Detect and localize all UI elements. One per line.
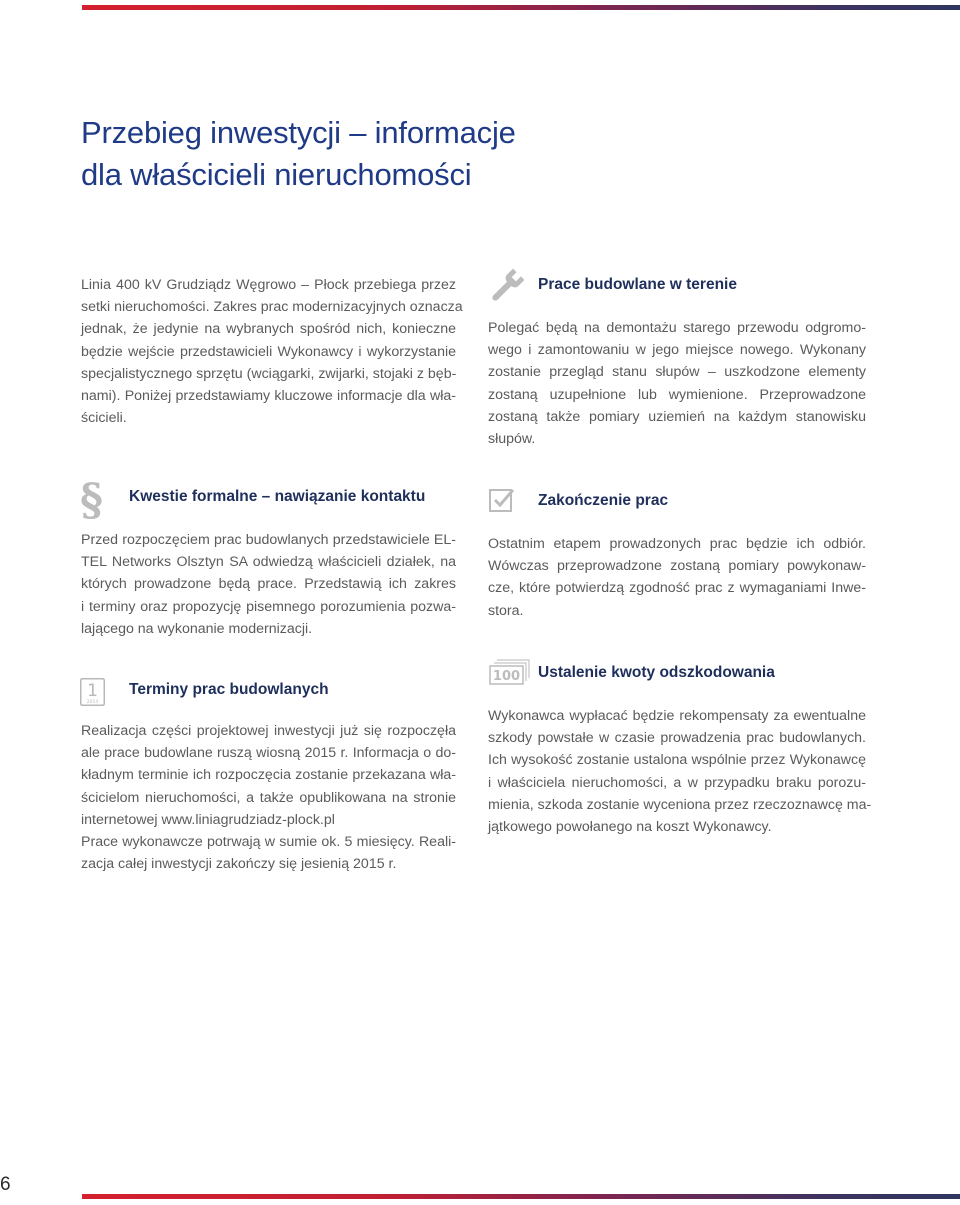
text-line: Polegać będą na demontażu starego przewodu odgromo- <box>488 320 866 336</box>
text-line: cze, które potwierdzą zgodność prac z wymaganiami Inwe- <box>488 580 866 597</box>
calendar-day: 1 <box>87 681 98 701</box>
text-line: kładnym terminie ich rozpoczęcia zostanie przekazana wła- <box>81 767 456 784</box>
intro-paragraph <box>81 274 463 429</box>
section-heading-odszkodowanie: Ustalenie kwoty odszkodowania <box>538 664 775 681</box>
text-line: ale prace budowlane ruszą wiosną 2015 r. Informacja o do- <box>81 745 456 762</box>
top-gradient-bar <box>82 5 960 10</box>
text-line: Prace wykonawcze potrwają w sumie ok. 5 miesięcy. Reali- <box>81 834 456 851</box>
text-line: Ostatnim etapem prowadzonych prac będzie ich odbiór. <box>488 536 866 552</box>
text-line: i właściciela nieruchomości, a w przypadku braku porozu- <box>488 774 866 791</box>
text-line: ścicielom nieruchomości, a także opublikowana na stronie <box>81 789 456 806</box>
section-heading-zakonczenie: Zakończenie prac <box>538 492 669 509</box>
page-number: 6 <box>0 1174 11 1195</box>
text-line: jątkowego powołanego na koszt Wykonawcy. <box>488 819 772 836</box>
bottom-gradient-bar <box>82 1194 960 1199</box>
text-line: jednak, że jedynie na wybranych spośród nich, konieczne <box>81 321 456 338</box>
text-line: i terminy oraz propozycję pisemnego porozumienia pozwa- <box>81 598 456 615</box>
svg-text:§: § <box>80 477 104 521</box>
paragraph-icon <box>80 477 104 521</box>
text-line: szkody powstałe w czasie prowadzenia prac budowlanych. <box>488 730 866 747</box>
checkbox-icon <box>489 487 515 513</box>
section-heading-prace: Prace budowlane w terenie <box>538 276 737 293</box>
text-line: Linia 400 kV Grudziądz Węgrowo – Płock przebiega przez <box>81 277 456 293</box>
text-line: zostaną uzupełnione lub wymienione. Przeprowadzone <box>488 386 866 403</box>
text-line: zostanie przegląd stanu słupów – uszkodzone elementy <box>488 364 866 381</box>
text-line: stora. <box>488 602 524 619</box>
text-line: mienia, szkoda zostanie wyceniona przez rzeczoznawcę ma- <box>488 796 872 813</box>
page-title <box>81 112 641 196</box>
kwestie-paragraph <box>81 529 456 640</box>
text-line: zostaną także pomiary uziemień na każdym stanowisku <box>488 408 866 425</box>
text-line: specjalistycznego sprzętu (wciągarki, zwijarki, stojaki z bęb- <box>81 365 457 382</box>
text-line: lającego na wykonanie modernizacji. <box>81 620 313 637</box>
page-title-line-1: Przebieg inwestycji – informacje <box>81 115 516 150</box>
prace-paragraph <box>488 317 866 450</box>
text-line: których prowadzone będą prace. Przedstawią ich zakres <box>81 576 456 593</box>
text-line: internetowej www.liniagrudziadz-plock.pl <box>81 811 335 828</box>
zakonczenie-paragraph <box>488 533 866 622</box>
calendar-year: 2014 <box>86 700 99 705</box>
text-line: setki nieruchomości. Zakres prac modernizacyjnych oznacza <box>81 299 463 316</box>
section-heading-terminy: Terminy prac budowlanych <box>129 681 329 698</box>
text-line: słupów. <box>488 431 536 448</box>
text-line: Ich wysokość zostanie ustalona wspólnie przez Wykonawcę <box>488 752 866 769</box>
text-line: wego i zamontowaniu w jego miejsce nowego. Wykonany <box>488 342 866 359</box>
wrench-icon <box>488 267 524 307</box>
text-line: Realizacja części projektowej inwestycji już się rozpoczęła <box>81 723 456 739</box>
odszkodowanie-paragraph <box>488 705 872 838</box>
banknote-value: 100 <box>492 669 521 684</box>
page-title-line-2: dla właścicieli nieruchomości <box>81 157 472 192</box>
text-line: będzie wejście przedstawicieli Wykonawcy i wykorzystanie <box>81 343 456 360</box>
text-line: Wykonawca wypłacać będzie rekompensaty za ewentualne <box>488 708 866 724</box>
text-line: nami). Poniżej przedstawiamy kluczowe informacje dla wła- <box>81 388 456 405</box>
calendar-icon <box>80 678 105 706</box>
text-line: TEL Networks Olsztyn SA odwiedzą właścicieli działek, na <box>81 554 456 571</box>
section-heading-kwestie: Kwestie formalne – nawiązanie kontaktu <box>129 488 426 505</box>
terminy-paragraph <box>81 720 456 875</box>
banknote-icon <box>489 658 531 686</box>
text-line: Wówczas przeprowadzone zostaną pomiary powykonaw- <box>488 558 866 575</box>
text-line: Przed rozpoczęciem prac budowlanych przedstawiciele EL- <box>81 532 456 548</box>
text-line: ścicieli. <box>81 410 127 427</box>
text-line: zacja całej inwestycji zakończy się jesienią 2015 r. <box>81 856 397 873</box>
